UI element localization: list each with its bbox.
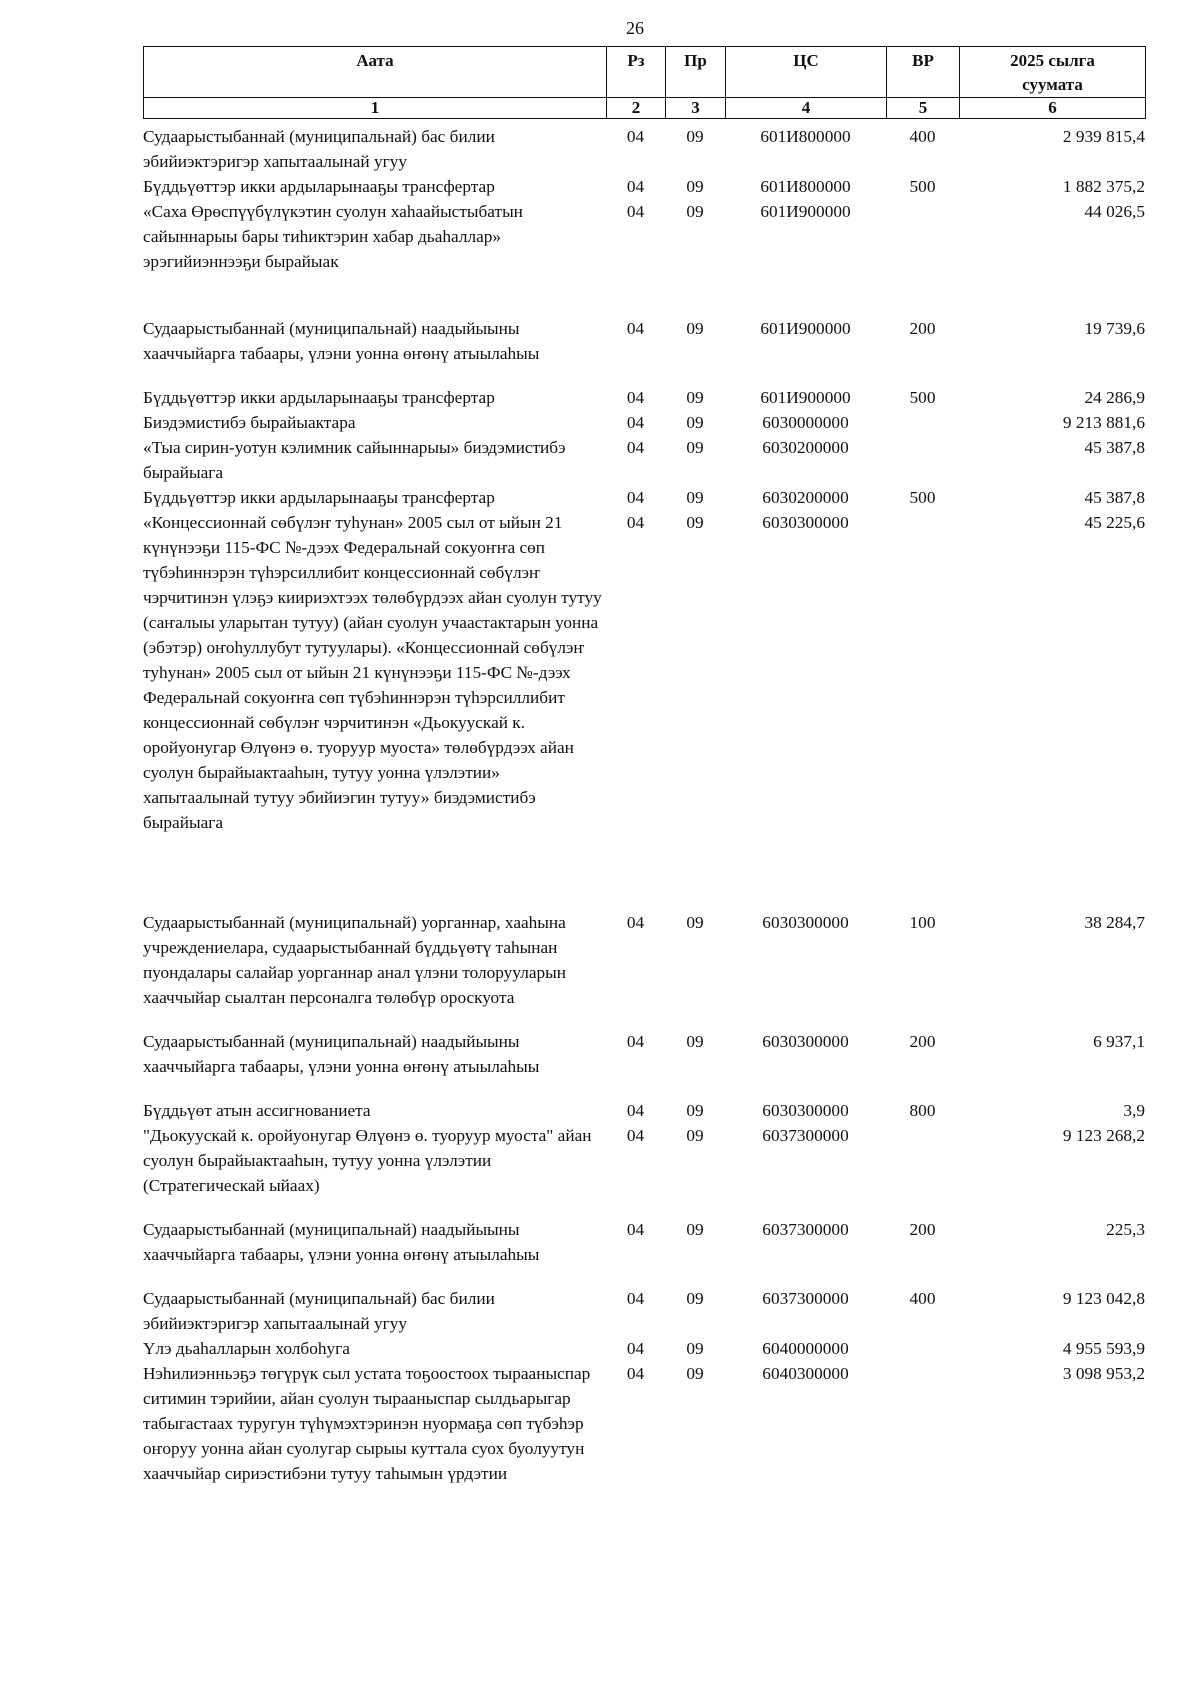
row-rz: 04 [626,1220,645,1239]
row-rz: 04 [626,1289,645,1308]
table-row [143,410,1145,435]
row-rz: 04 [626,1126,645,1145]
row-cs: 6030300000 [762,913,849,932]
table-row [143,1217,1145,1267]
row-rz: 04 [626,438,645,457]
row-pr: 09 [686,127,704,146]
row-vr [886,1336,959,1361]
row-name: Биэдэмистибэ бырайыактара [143,413,356,432]
row-cs: 6037300000 [762,1220,849,1239]
row-pr: 09 [686,1289,704,1308]
row-rz: 04 [626,177,645,196]
row-cs: 601И900000 [760,388,851,407]
row-cs: 6037300000 [762,1126,849,1145]
row-vr: 500 [909,177,936,196]
row-rz: 04 [626,388,645,407]
row-spacer [143,1198,1145,1217]
row-rz: 04 [626,1032,645,1051]
col-header-cs: ЦС [726,47,887,98]
row-name: Судаарыстыбаннай (муниципальнай) бас билии эбийиэктэригэр хапытаалынай угуу [143,127,495,171]
row-sum: 3 098 953,2 [1062,1364,1145,1383]
row-name: Судаарыстыбаннай (муниципальнай) наадыйыыны хааччыйарга табаары, үлэни уонна өҥөнү атыылаһыы [143,1220,540,1264]
row-name: Судаарыстыбаннай (муниципальнай) наадыйыыны хааччыйарга табаары, үлэни уонна өҥөнү атыылаһыы [143,1032,540,1076]
row-name: Үлэ дьаһалларын холбоһуга [143,1339,350,1358]
row-rz: 04 [626,1339,645,1358]
row-rz: 04 [626,913,645,932]
row-cs: 601И900000 [760,202,851,221]
row-rz: 04 [626,319,645,338]
row-vr: 200 [909,1032,936,1051]
row-pr: 09 [686,388,704,407]
row-pr: 09 [686,1220,704,1239]
row-sum: 19 739,6 [1084,319,1145,338]
row-rz: 04 [626,1101,645,1120]
col-header-name: Аата [144,47,607,98]
row-vr [886,1123,959,1198]
col-header-sum: 2025 сылга суумата [960,47,1146,98]
table-row [143,385,1145,410]
table-row [143,1336,1145,1361]
row-name: Нэһилиэнньэҕэ төгүрүк сыл устата тоҕоостоох тырааныспар ситимин тэрийии, айан суолун тырааныспар сылдьарыгар табыгастаах туругун түһүмэхтэринэн нуормаҕа сөп түбэһэр оҥоруу уонна айан суолугар сырыы куттала суох буолуутун хааччыйар сириэстибэни тутуу таһымын үрдэтии [143,1364,591,1483]
col-number-2: 2 [607,98,666,119]
row-cs: 601И900000 [760,319,851,338]
row-pr: 09 [686,1364,704,1383]
row-cs: 6030000000 [762,413,849,432]
row-sum: 45 225,6 [1084,513,1145,532]
row-name: Бүддьүөттэр икки ардыларынааҕы трансфертар [143,388,495,407]
row-vr: 500 [909,388,936,407]
row-name: «Концессионнай сөбүлэҥ туһунан» 2005 сыл от ыйын 21 күнүнээҕи 115-ФС №-дээх Федеральнай сокуоҥҥа сөп түбэһиннэрэн түһэрсиллибит концессионнай сөбүлэҥ чэрчитинэн үлэҕэ киириэхтээх төлөбүрдээх айан суолун тутуу (саҥалыы уларытан тутуу) (айан суолун учаастактарын уонна (эбэтэр) оҥоһуллубут тутуулары). «Концессионнай сөбүлэҥ туһунан» 2005 сыл от ыйын 21 күнүнээҕи 115-ФС №-дээх Федеральнай сокуоҥҥа сөп түбэһиннэрэн түһэрсиллибит концессионнай сөбүлэҥ чэрчитинэн «Дьокуускай к. оройуонугар Өлүөнэ ө. туоруур муоста» төлөбүрдээх айан суолун бырайыактааһын, тутуу уонна үлэлэтии» хапытаалынай тутуу эбийиэгин тутуу» биэдэмистибэ бырайыага [143,513,602,832]
table-row [143,1029,1145,1079]
row-vr [886,1361,959,1486]
row-cs: 6030200000 [762,438,849,457]
row-sum: 9 123 268,2 [1062,1126,1145,1145]
row-spacer [143,835,1145,910]
row-sum: 2 939 815,4 [1062,127,1145,146]
row-vr: 100 [909,913,936,932]
row-pr: 09 [686,413,704,432]
row-name: Бүддьүөт атын ассигнованиета [143,1101,371,1120]
row-name: «Саха Өрөспүүбүлүкэтин суолун хаһаайыстыбатын сайыннарыы бары тиһиктэрин хабар дьаһаллар» эрэгийиэннээҕи бырайыак [143,202,523,271]
row-vr [886,199,959,274]
row-rz: 04 [626,202,645,221]
row-vr [886,435,959,485]
table-row [143,124,1145,174]
row-pr: 09 [686,513,704,532]
row-pr: 09 [686,319,704,338]
row-sum: 44 026,5 [1084,202,1145,221]
row-rz: 04 [626,513,645,532]
row-vr [886,510,959,835]
row-cs: 601И800000 [760,177,851,196]
row-spacer [143,1079,1145,1098]
row-sum: 45 387,8 [1084,438,1145,457]
row-cs: 6030300000 [762,1101,849,1120]
row-vr: 400 [909,127,936,146]
row-vr: 200 [909,319,936,338]
row-name: Судаарыстыбаннай (муниципальнай) наадыйыыны хааччыйарга табаары, үлэни уонна өҥөнү атыылаһыы [143,319,540,363]
row-pr: 09 [686,202,704,221]
col-number-1: 1 [144,98,607,119]
row-pr: 09 [686,1126,704,1145]
row-vr [886,410,959,435]
col-number-3: 3 [666,98,726,119]
row-name: «Тыа сирин-уотун кэлимник сайыннарыы» биэдэмистибэ бырайыага [143,438,566,482]
row-cs: 6030200000 [762,488,849,507]
row-sum: 9 213 881,6 [1062,413,1145,432]
row-cs: 6040000000 [762,1339,849,1358]
table-row [143,1098,1145,1123]
table-row [143,199,1145,274]
row-cs: 601И800000 [760,127,851,146]
col-number-5: 5 [887,98,960,119]
row-vr: 800 [909,1101,936,1120]
row-cs: 6030300000 [762,1032,849,1051]
row-pr: 09 [686,438,704,457]
row-name: "Дьокуускай к. оройуонугар Өлүөнэ ө. туоруур муоста" айан суолун бырайыактааһын, тутуу уонна үлэлэтии (Стратегическай ыйаах) [143,1126,592,1195]
col-header-pr: Пр [666,47,726,98]
table-row [143,1123,1145,1198]
row-pr: 09 [686,488,704,507]
row-name: Бүддьүөттэр икки ардыларынааҕы трансфертар [143,488,495,507]
row-rz: 04 [626,1364,645,1383]
row-vr: 200 [909,1220,936,1239]
row-rz: 04 [626,413,645,432]
row-sum: 9 123 042,8 [1062,1289,1145,1308]
table-row [143,485,1145,510]
row-cs: 6030300000 [762,513,849,532]
row-pr: 09 [686,913,704,932]
table-row [143,435,1145,485]
row-sum: 225,3 [1106,1220,1145,1239]
row-spacer [143,1267,1145,1286]
table-row [143,1286,1145,1336]
col-number-6: 6 [960,98,1146,119]
row-cs: 6037300000 [762,1289,849,1308]
row-sum: 45 387,8 [1084,488,1145,507]
row-spacer [143,366,1145,385]
row-pr: 09 [686,1032,704,1051]
page-number: 26 [626,18,644,38]
col-header-vr: ВР [887,47,960,98]
row-pr: 09 [686,1101,704,1120]
row-name: Судаарыстыбаннай (муниципальнай) бас билии эбийиэктэригэр хапытаалынай угуу [143,1289,495,1333]
row-name: Бүддьүөттэр икки ардыларынааҕы трансфертар [143,177,495,196]
row-sum: 38 284,7 [1084,913,1145,932]
row-spacer [143,1010,1145,1029]
budget-table [143,124,1145,1486]
table-row [143,316,1145,366]
table-row [143,174,1145,199]
row-sum: 1 882 375,2 [1062,177,1145,196]
col-header-rz: Рз [607,47,666,98]
row-vr: 400 [909,1289,936,1308]
row-vr: 500 [909,488,936,507]
row-rz: 04 [626,488,645,507]
row-sum: 3,9 [1123,1101,1145,1120]
row-pr: 09 [686,1339,704,1358]
row-sum: 4 955 593,9 [1062,1339,1145,1358]
row-name: Судаарыстыбаннай (муниципальнай) уорганнар, хааһына учреждениелара, судаарыстыбаннай бүддьүөтү таһынан пуондалары салайар уорганнар анал үлэни толорууларын хааччыйар сыалтан персоналга төлөбүр ороскуота [143,913,566,1007]
table-header [143,46,1146,119]
table-row [143,910,1145,1010]
row-sum: 6 937,1 [1093,1032,1145,1051]
row-spacer [143,274,1145,316]
table-row [143,1361,1145,1486]
row-sum: 24 286,9 [1084,388,1145,407]
row-pr: 09 [686,177,704,196]
table-row [143,510,1145,835]
row-cs: 6040300000 [762,1364,849,1383]
row-rz: 04 [626,127,645,146]
col-number-4: 4 [726,98,887,119]
